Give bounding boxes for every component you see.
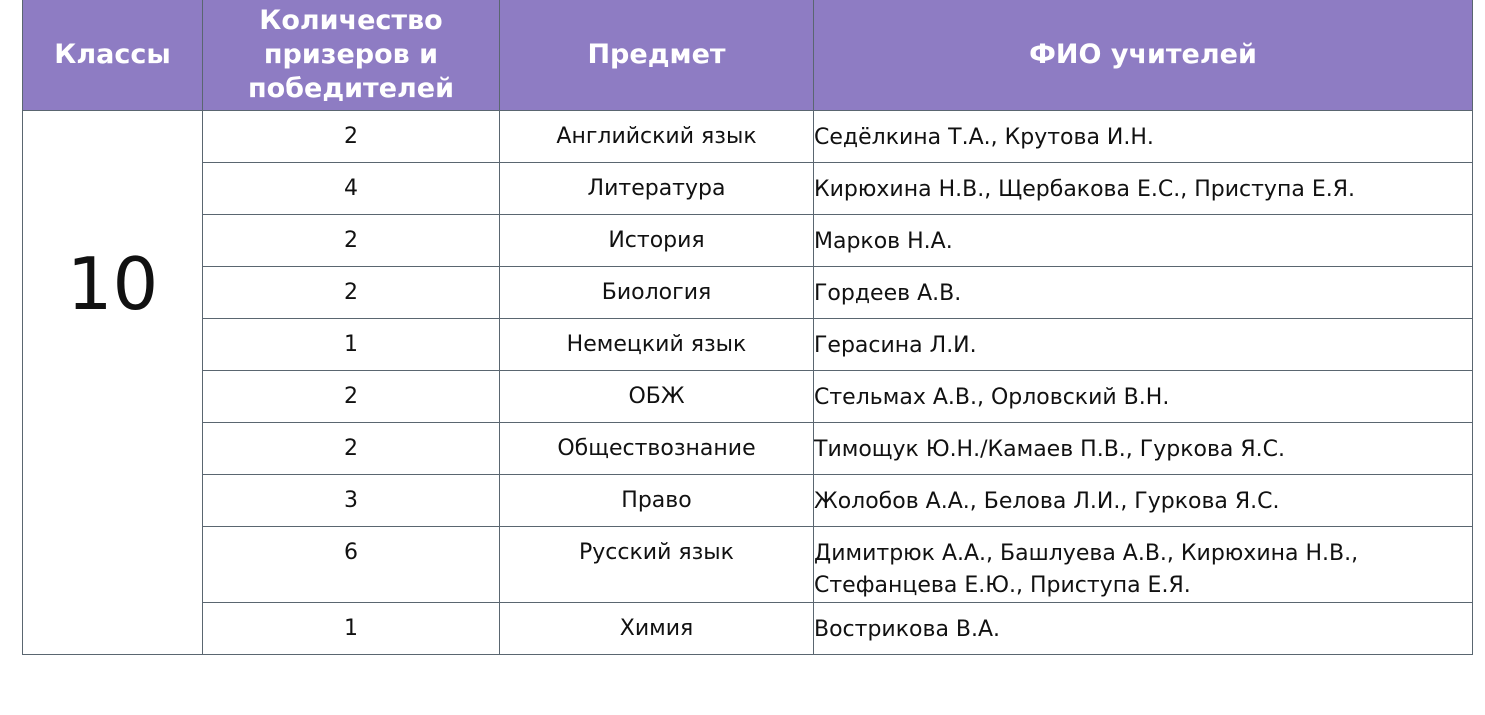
teachers-cell: Кирюхина Н.В., Щербакова Е.С., Приступа Е.Я. [814,163,1473,215]
subject-cell: Английский язык [500,111,814,163]
subject-cell: Немецкий язык [500,319,814,371]
teachers-cell: Тимощук Ю.Н./Камаев П.В., Гуркова Я.С. [814,423,1473,475]
subject-cell: История [500,215,814,267]
table-row [23,267,1473,319]
teachers-cell: Гордеев А.В. [814,267,1473,319]
count-cell: 1 [203,603,500,655]
header-row [23,0,1473,111]
subject-cell: Химия [500,603,814,655]
count-cell: 4 [203,163,500,215]
header-count: Количество призеров и победителей [203,0,500,111]
table-row [23,371,1473,423]
teachers-cell: Марков Н.А. [814,215,1473,267]
subject-cell: Биология [500,267,814,319]
count-cell: 2 [203,215,500,267]
grade-cell: 10 [23,111,203,655]
table-row [23,603,1473,655]
subject-cell: Русский язык [500,527,814,603]
table-row [23,475,1473,527]
table-body [23,111,1473,655]
count-cell: 3 [203,475,500,527]
count-cell: 1 [203,319,500,371]
table-row [23,423,1473,475]
table-row [23,111,1473,163]
table-header [23,0,1473,111]
results-table [22,0,1473,655]
subject-cell: Обществознание [500,423,814,475]
count-cell: 2 [203,371,500,423]
teachers-cell: Жолобов А.А., Белова Л.И., Гуркова Я.С. [814,475,1473,527]
teachers-cell: Стельмах А.В., Орловский В.Н. [814,371,1473,423]
count-cell: 2 [203,111,500,163]
teachers-cell: Димитрюк А.А., Башлуева А.В., Кирюхина Н.В., Стефанцева Е.Ю., Приступа Е.Я. [814,527,1473,603]
count-cell: 6 [203,527,500,603]
teachers-cell: Вострикова В.А. [814,603,1473,655]
subject-cell: ОБЖ [500,371,814,423]
table-row [23,319,1473,371]
header-subject: Предмет [500,0,814,111]
table-row [23,215,1473,267]
teachers-cell: Седёлкина Т.А., Крутова И.Н. [814,111,1473,163]
table-row [23,527,1473,603]
teachers-cell: Герасина Л.И. [814,319,1473,371]
table-row [23,163,1473,215]
header-teachers: ФИО учителей [814,0,1473,111]
subject-cell: Литература [500,163,814,215]
count-cell: 2 [203,267,500,319]
header-grade: Классы [23,0,203,111]
count-cell: 2 [203,423,500,475]
subject-cell: Право [500,475,814,527]
